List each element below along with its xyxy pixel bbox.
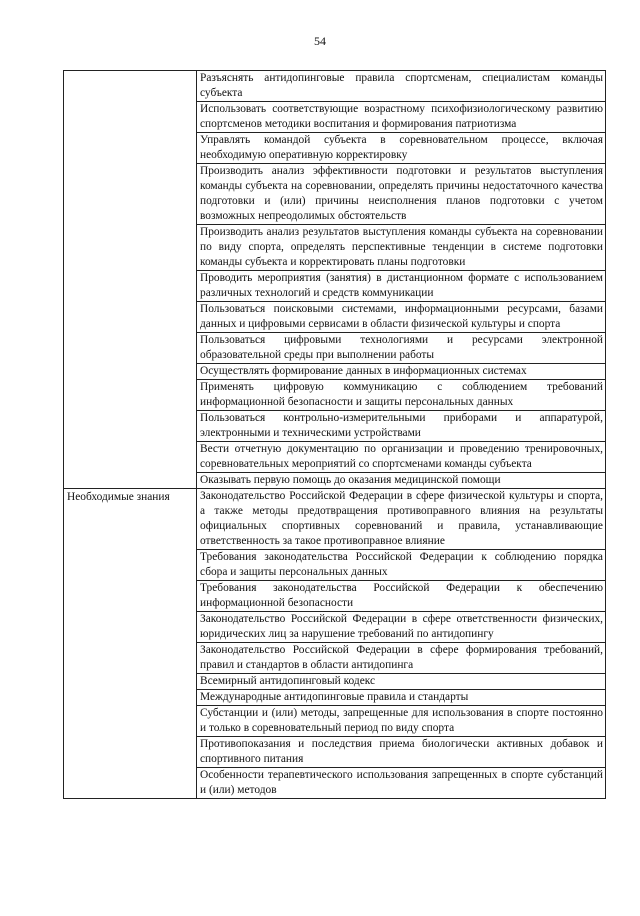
requirement-cell: Пользоваться контрольно-измерительными приборами и аппаратурой, электронными и техническими устройствами	[197, 411, 606, 442]
requirement-cell: Производить анализ результатов выступления команды субъекта на соревновании по виду спорта, определять перспективные тенденции в системе подготовки команды субъекта и корректировать планы подготовки	[197, 225, 606, 271]
requirement-cell: Особенности терапевтического использования запрещенных в спорте субстанций и (или) методов	[197, 768, 606, 799]
requirement-cell: Законодательство Российской Федерации в сфере физической культуры и спорта, а также методы предотвращения противоправного влияния на результаты официальных спортивных соревнований и правила, устанавливающие ответственность за такое противоправное влияние	[197, 489, 606, 550]
requirement-cell: Пользоваться поисковыми системами, информационными ресурсами, базами данных и цифровыми сервисами в области физической культуры и спорта	[197, 302, 606, 333]
requirement-cell: Вести отчетную документацию по организации и проведению тренировочных, соревновательных мероприятий со спортсменами команды субъекта	[197, 442, 606, 473]
requirement-cell: Противопоказания и последствия приема биологически активных добавок и спортивного питания	[197, 737, 606, 768]
requirement-cell: Международные антидопинговые правила и стандарты	[197, 690, 606, 706]
section-label	[64, 71, 197, 489]
page-number: 54	[314, 34, 326, 48]
requirement-cell: Всемирный антидопинговый кодекс	[197, 674, 606, 690]
requirement-cell: Проводить мероприятия (занятия) в дистанционном формате с использованием различных технологий и средств коммуникации	[197, 271, 606, 302]
requirement-cell: Требования законодательства Российской Федерации к обеспечению информационной безопасности	[197, 581, 606, 612]
requirement-cell: Законодательство Российской Федерации в сфере ответственности физических, юридических лиц за нарушение требований по антидопингу	[197, 612, 606, 643]
requirement-cell: Использовать соответствующие возрастному психофизиологическому развитию спортсменов методики воспитания и формирования патриотизма	[197, 102, 606, 133]
requirement-cell: Осуществлять формирование данных в информационных системах	[197, 364, 606, 380]
requirement-cell: Субстанции и (или) методы, запрещенные для использования в спорте постоянно и только в соревновательный период по виду спорта	[197, 706, 606, 737]
requirement-cell: Применять цифровую коммуникацию с соблюдением требований информационной безопасности и защиты персональных данных	[197, 380, 606, 411]
table-row	[64, 489, 606, 550]
requirement-cell: Управлять командой субъекта в соревновательном процессе, включая необходимую оперативную корректировку	[197, 133, 606, 164]
requirement-cell: Производить анализ эффективности подготовки и результатов выступления команды субъекта на соревновании, определять причины недостаточного качества подготовки и (или) причины неисполнения планов подготовки с учетом возможных непреодолимых обстоятельств	[197, 164, 606, 225]
section-label: Необходимые знания	[64, 489, 197, 799]
requirement-cell: Разъяснять антидопинговые правила спортсменам, специалистам команды субъекта	[197, 71, 606, 102]
requirement-cell: Законодательство Российской Федерации в сфере формирования требований, правил и стандартов в области антидопинга	[197, 643, 606, 674]
requirement-cell: Требования законодательства Российской Федерации к соблюдению порядка сбора и защиты персональных данных	[197, 550, 606, 581]
requirement-cell: Пользоваться цифровыми технологиями и ресурсами электронной образовательной среды при выполнении работы	[197, 333, 606, 364]
requirement-cell: Оказывать первую помощь до оказания медицинской помощи	[197, 473, 606, 489]
competency-table	[63, 70, 606, 799]
table-row	[64, 71, 606, 102]
